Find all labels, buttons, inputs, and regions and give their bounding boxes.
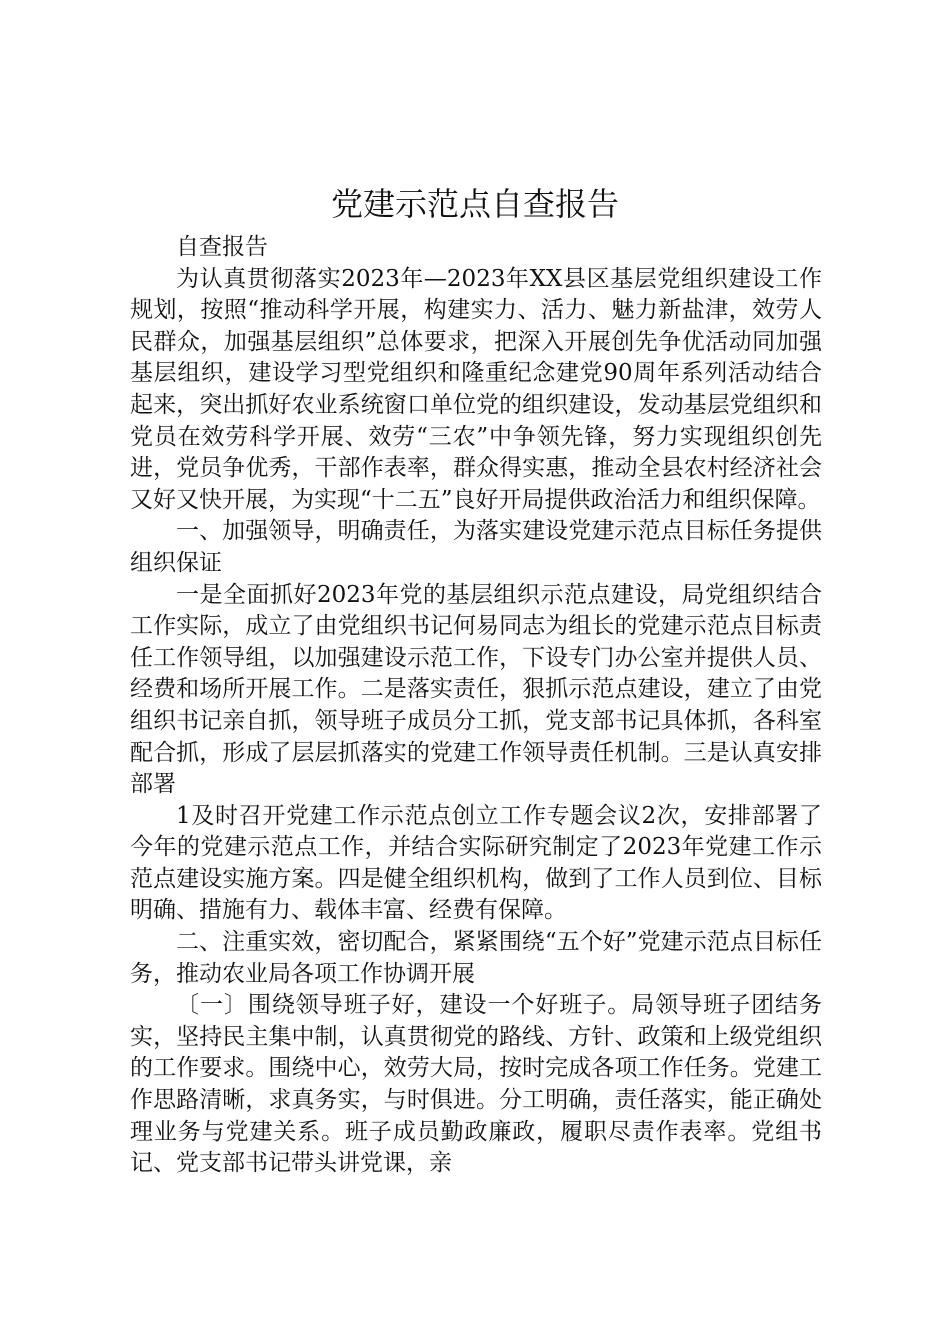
paragraph-section-1: 一是全面抓好2023年党的基层组织示范点建设，局党组织结合工作实际，成立了由党组织书记何易同志为组长的党建示范点目标责任工作领导组，以加强建设示范工作，下设专门办公室并提供人员、经费和场所开展工作。二是落实责任，狠抓示范点建设，建立了由党组织书记亲自抓，领导班子成员分工抓，党支部书记具体抓，各科室配合抓，形成了层层抓落实的党建工作领导责任机制。三是认真安排部署 bbox=[130, 581, 822, 798]
paragraph-intro: 为认真贯彻落实2023年—2023年XX县区基层党组织建设工作规划，按照“推动科学开展，构建实力、活力、魅力新盐津，效劳人民群众，加强基层组织”总体要求，把深入开展创先争优活动同加强基层组织，建设学习型党组织和隆重纪念建党90周年系列活动结合起来，突出抓好农业系统窗口单位党的组织建设，发动基层党组织和党员在效劳科学开展、效劳“三农”中争领先锋，努力实现组织创先进，党员争优秀，干部作表率，群众得实惠，推动全县农村经济社会又好又快开展，为实现“十二五”良好开局提供政治活力和组织保障。 bbox=[130, 265, 822, 513]
document-title: 党建示范点自查报告 bbox=[330, 185, 619, 223]
document-body bbox=[130, 232, 822, 1180]
paragraph-subsection-1: 〔一〕围绕领导班子好，建设一个好班子。局领导班子团结务实，坚持民主集中制，认真贯彻党的路线、方针、政策和上级党组织的工作要求。围绕中心，效劳大局，按时完成各项工作任务。党建工作思路清晰，求真务实，与时俱进。分工明确，责任落实，能正确处理业务与党建关系。班子成员勤政廉政，履职尽责作表率。党组书记、党支部书记带头讲党课，亲 bbox=[130, 992, 822, 1177]
paragraph-heading-label: 自查报告 bbox=[176, 234, 268, 260]
paragraph-section-1-cont: 1及时召开党建工作示范点创立工作专题会议2次，安排部署了今年的党建示范点工作，并结合实际研究制定了2023年党建工作示范点建设实施方案。四是健全组织机构，做到了工作人员到位、目标明确、措施有力、载体丰富、经费有保障。 bbox=[130, 802, 822, 924]
section-heading-2: 二、注重实效，密切配合，紧紧围绕“五个好”党建示范点目标任务，推动农业局各项工作协调开展 bbox=[130, 929, 822, 987]
section-heading-1: 一、加强领导，明确责任，为落实建设党建示范点目标任务提供组织保证 bbox=[130, 518, 822, 576]
